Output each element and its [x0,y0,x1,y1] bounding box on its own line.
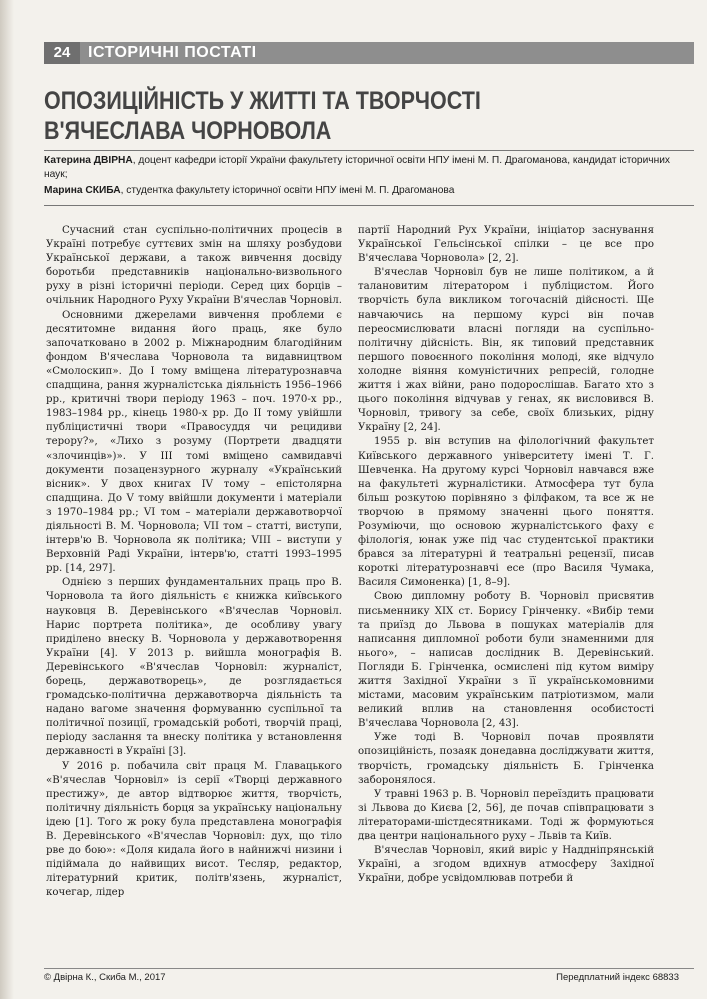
author-line [44,184,694,198]
body-paragraph: В'ячеслав Чорновіл, який виріс у Наддніпрянській Україні, а згодом вдихнув атмосферу Західної України, добре усвідомлював потреби й [358,845,654,885]
left-text-column [46,224,342,964]
body-paragraph: Уже тоді В. Чорновіл почав проявляти опозиційність, позаяк донедавна досліджувати життя, творчість, громадську діяльність Б. Грінченка заборонялося. [358,732,654,786]
body-paragraph: Свою дипломну роботу В. Чорновіл присвятив письменнику XIX ст. Борису Грінченку. «Вибір теми та приїзд до Львова в пошуках матеріалів для написання дипломної роботи були знаменними для нього», – написав дослідник В. Деревінський. Погляди Б. Грінченка, осмислені під кутом виміру життя Західної України з її українськомовними містами, масовим українським патріотизмом, мали великий вплив на становлення особистості В'ячеслава Чорновола [2, 43]. [358,591,654,730]
footer-copyright: © Двірна К., Скиба М., 2017 [44,972,166,983]
footer-divider [44,968,694,969]
body-paragraph: Однією з перших фундаментальних праць про В. Чорновола та його діяльність є книжка київського науковця В. Деревінського «В'ячеслав Чорновіл. Нарис портрета політика», де особливу увагу приділено внеску В. Чорновола у державотворення України [4]. У 2013 р. вийшла монографія В. Деревінського «В'ячеслав Чорновіл: журналіст, борець, державотворець», де розглядається громадсько-політична державотворча діяльність та надано вагоме значення формуванню суспільної та політичної позиції, громадській роботі, творчій праці, періоду заслання та внеску політика у встановлення державності в Україні [3]. [46,577,342,758]
body-paragraph: У травні 1963 р. В. Чорновіл переїздить працювати зі Львова до Києва [2, 56], де почав співпрацювати з літераторами-шістдесятниками. Тоді ж формуються два центри національного руху – Львів та Київ. [358,788,654,843]
author-affiliation: , студентка факультету історичної освіти НПУ імені М. П. Драгоманова [120,185,455,196]
right-text-column [358,224,654,964]
author-credits [44,150,694,200]
article-title: ОПОЗИЦІЙНІСТЬ У ЖИТТІ ТА ТВОРЧОСТІ В'ЯЧЕСЛАВА ЧОРНОВОЛА [44,87,481,145]
author-affiliation: , доцент кафедри історії України факультету історичної освіти НПУ імені М. П. Драгоманова, кандидат історичних наук; [44,155,671,180]
author-line [44,154,694,181]
page-binding-shadow [0,0,14,999]
section-label: ІСТОРИЧНІ ПОСТАТІ [88,44,257,61]
footer-subscription-index: Передплатний індекс 68833 [556,972,679,983]
body-paragraph: Сучасний стан суспільно-політичних процесів в Україні потребує суттєвих змін на шляху розбудови Української держави, а також вивчення досвіду боротьби представників національно-визвольного руху в різні історичні періоди. Серед цих борців – очільник Народного Руху України В'ячеслав Чорновіл. [46,225,342,307]
body-paragraph: партії Народний Рух України, ініціатор заснування Української Гельсінської спілки – це все про В'ячеслава Чорновола» [2, 2]. [358,225,654,265]
body-paragraph: 1955 р. він вступив на філологічний факультет Київського державного університету імені Т. Г. Шевченка. На другому курсі Чорновіл навчався вже на факультеті журналістики. Атмосфера тут була більш розкутою порівняно з філфаком, та все ж не творчою в прямому значенні цього поняття. Розуміючи, що основою журналістського фаху є філологія, юнак уже під час студентської практики брався за літературні й театральні рецензії, писав короткі літературознавчі есе (про Василя Чумака, Василя Симоненка) [1, 8–9]. [358,436,654,589]
author-name: Катерина ДВІРНА [44,155,133,166]
body-paragraph: У 2016 р. побачила світ праця М. Главацького «В'ячеслав Чорновіл» із серії «Творці державного престижу», де автор відтворює життя, творчість, політичну діяльність борця за українську національну ідею [1]. Того ж року була представлена монографія В. Деревінського «В'ячеслав Чорновіл: дух, що тіло рве до бою»: «Доля кидала його в найнижчі низини і підіймала до найвищих висот. Тесляр, редактор, літературний критик, політв'язень, журналіст, кочегар, лідер [46,760,342,899]
authors-divider [44,205,694,206]
author-name: Марина СКИБА [44,185,121,196]
body-paragraph: В'ячеслав Чорновіл був не лише політиком, а й талановитим літератором і публіцистом. Його творчість була викликом тогочасній дійсності. Ще навчаючись на першому курсі він почав переосмислювати власні погляди на суспільно-політичну дійсність. Він, як типовий представник першого повоєнного покоління молоді, яке відчуло холодне віяння комуністичних репресій, голодне життя і жах війни, рано подорослішав. Багато хто з цього покоління відчував у генах, як висловився В. Чорновіл, тривогу за себе, своїх близьких, рідну Україну [2, 24]. [358,267,654,434]
body-paragraph: Основними джерелами вивчення проблеми є десятитомне видання його праць, яке було започатковано в 2002 р. Міжнародним благодійним фондом В'ячеслава Чорновола та видавництвом «Смолоскип». До І тому вміщена літературознавча спадщина, рання журналістська діяльність 1956–1966 рр., критичні твори періоду 1963 – поч. 1970-х рр., 1983–1984 рр., кінець 1980-х рр. До ІІ тому увійшли публіцистичні твори «Правосуддя чи рецидиви терору?», «Лихо з розуму (Портрети двадцяти «злочинців»)». У ІІІ томі вміщено самвидавчі документи позацензурного журналу «Український вісник». У двох книгах IV тому – епістолярна спадщина. До V тому ввійшли документи і матеріали з 1970–1984 рр.; VI том – матеріали державотворчої діяльності В. М. Чорновола; VII том – статті, виступи, інтерв'ю В. Чорновола як політика; VIII – виступи у Верховній Раді України, інтерв'ю, статті 1993–1995 рр. [14, 297]. [46,309,342,575]
page-number: 24 [44,42,80,64]
